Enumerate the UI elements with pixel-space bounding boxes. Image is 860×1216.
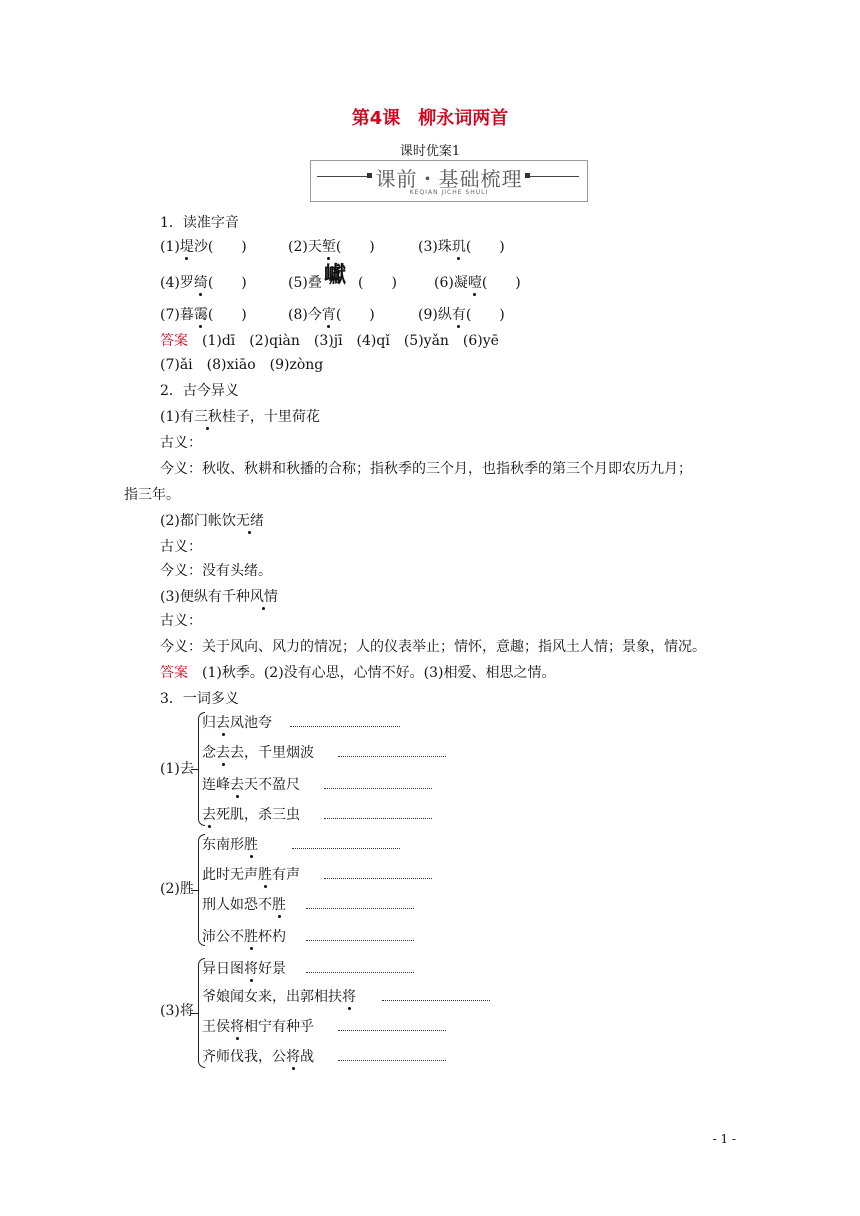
pron-item-1: (1)堤沙( ) xyxy=(160,239,247,255)
answer-2: 答案 (1)秋季。(2)没有心思，心情不好。(3)相爱、相思之情。 xyxy=(160,665,556,681)
jiang-item-2: 爷娘闻女来，出郭相扶将 xyxy=(202,989,356,1005)
pron-item-7: (7)暮霭( ) xyxy=(160,307,247,323)
section-3-heading: 3．一词多义 xyxy=(160,691,239,707)
polysemy-label-sheng: (2)胜 xyxy=(160,881,194,897)
meaning-item-1: (1)有三秋桂子，十里荷花 xyxy=(160,409,320,425)
polysemy-label-jiang: (3)将 xyxy=(160,1003,194,1019)
meaning-2-ancient: 古义： xyxy=(160,539,202,555)
banner-pinyin: KEQIAN JICHE SHULI xyxy=(409,189,489,196)
lesson-title: 第4课 柳永词两首 xyxy=(351,108,509,129)
pron-item-5-blank: ( ) xyxy=(358,275,397,291)
banner-title: 课前・基础梳理 xyxy=(375,167,523,191)
jiang-blank-1[interactable] xyxy=(306,972,414,973)
polysemy-label-qu: (1)去 xyxy=(160,761,194,777)
jiang-item-1: 异日图将好景 xyxy=(202,961,286,977)
qu-item-3: 连峰去天不盈尺 xyxy=(202,777,300,793)
jiang-item-3: 王侯将相宁有种乎 xyxy=(202,1019,314,1035)
meaning-item-2: (2)都门帐饮无绪 xyxy=(160,513,264,529)
jiang-blank-2[interactable] xyxy=(382,1000,490,1001)
pron-item-2: (2)天堑( ) xyxy=(288,239,375,255)
lesson-subtitle: 课时优案1 xyxy=(399,144,461,159)
answer-1: 答案 (1)dī (2)qiàn (3)jī (4)qǐ (5)yǎn (6)yē xyxy=(160,333,499,349)
jiang-blank-4[interactable] xyxy=(338,1060,446,1061)
qu-blank-2[interactable] xyxy=(338,756,446,757)
pron-item-9: (9)纵有( ) xyxy=(418,307,505,323)
meaning-1-modern-cont: 指三年。 xyxy=(124,487,180,503)
qu-blank-3[interactable] xyxy=(324,788,432,789)
pron-item-3: (3)珠玑( ) xyxy=(418,239,505,255)
jiang-blank-3[interactable] xyxy=(338,1030,446,1031)
sheng-item-3: 刑人如恐不胜 xyxy=(202,897,286,913)
meaning-1-ancient: 古义： xyxy=(160,435,202,451)
section-banner xyxy=(310,160,588,202)
sheng-blank-3[interactable] xyxy=(306,908,414,909)
sheng-blank-1[interactable] xyxy=(292,848,400,849)
sheng-blank-2[interactable] xyxy=(324,878,432,879)
sheng-item-2: 此时无声胜有声 xyxy=(202,867,300,883)
meaning-2-modern: 今义：没有头绪。 xyxy=(160,563,272,579)
pron-item-6: (6)凝噎( ) xyxy=(434,275,521,291)
page-number: - 1 - xyxy=(712,1132,736,1146)
meaning-1-modern: 今义：秋收、秋耕和秋播的合称；指秋季的三个月，也指秋季的第三个月即农历九月； xyxy=(160,461,692,477)
pron-item-5: (5)叠 xyxy=(288,275,322,291)
qu-item-1: 归去凤池夸 xyxy=(202,715,272,731)
qu-item-2: 念去去，千里烟波 xyxy=(202,745,314,761)
answer-1-cont: (7)ǎi (8)xiāo (9)zòng xyxy=(160,357,324,373)
qu-blank-1[interactable] xyxy=(290,726,400,727)
meaning-item-3: (3)便纵有千种风情 xyxy=(160,589,278,605)
meaning-3-ancient: 古义： xyxy=(160,613,202,629)
qu-item-4: 去死肌，杀三虫 xyxy=(202,807,300,823)
section-2-heading: 2．古今异义 xyxy=(160,383,239,399)
section-1-heading: 1．读准字音 xyxy=(160,215,239,231)
sheng-item-1: 东南形胜 xyxy=(202,837,258,853)
pron-item-5-glyph: 巘 xyxy=(324,263,347,288)
qu-blank-4[interactable] xyxy=(324,818,432,819)
sheng-blank-4[interactable] xyxy=(306,940,414,941)
pron-item-8: (8)今宵( ) xyxy=(288,307,375,323)
jiang-item-4: 齐师伐我，公将战 xyxy=(202,1049,314,1065)
pron-item-4: (4)罗绮( ) xyxy=(160,275,247,291)
meaning-3-modern: 今义：关于风向、风力的情况；人的仪表举止；情怀，意趣；指风土人情；景象，情况。 xyxy=(160,639,706,655)
sheng-item-4: 沛公不胜杯杓 xyxy=(202,929,286,945)
